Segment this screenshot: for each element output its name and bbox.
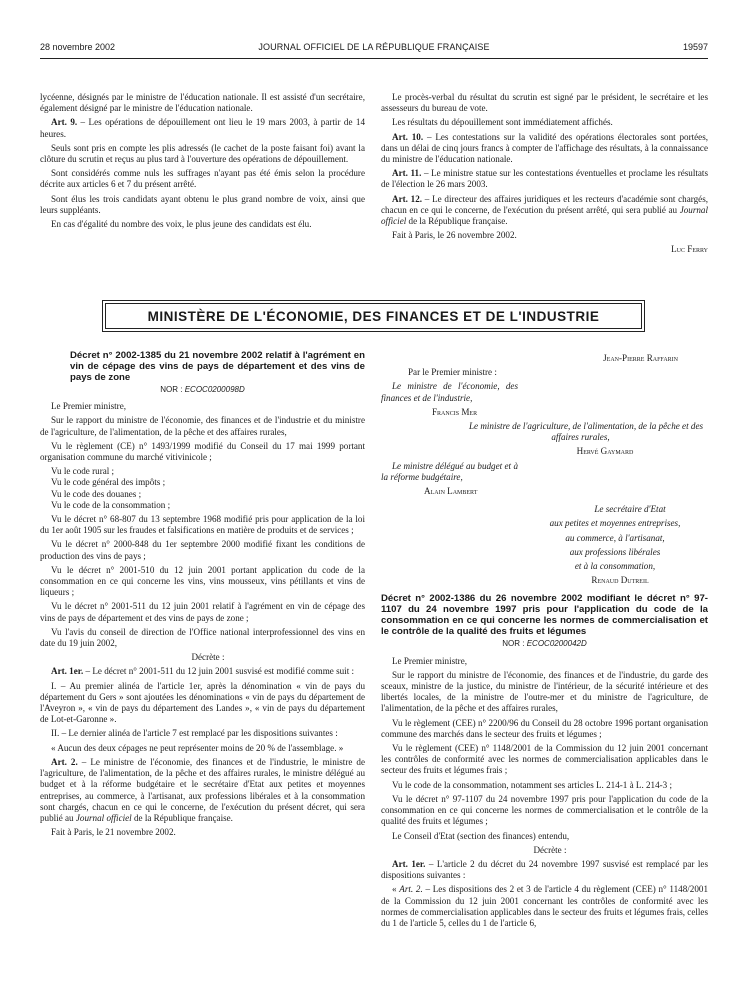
paragraph: I. – Au premier alinéa de l'article 1er, après la dénomination « vin de pays du département du Gers » sont ajoutées les dénominations « vin de pays du département de l'Aveyron », « vin de pays du département des Landes », « vin de pays du département de Lot-et-Garonne ».: [40, 680, 365, 725]
done-at: Fait à Paris, le 26 novembre 2002.: [392, 230, 517, 241]
article-label: Art. 12.: [392, 193, 423, 204]
paragraph: Sont élus les trois candidats ayant obtenu le plus grand nombre de voix, ainsi que leurs suppléants.: [40, 193, 365, 215]
article-text: – Le ministre statue sur les contestations éventuelles et proclame les résultats de l'élection le 26 mars 2003.: [381, 168, 709, 190]
paragraph: Vu le règlement (CEE) n° 2200/96 du Conseil du 28 octobre 1996 portant organisation commune des marchés dans le secteur des fruits et légumes ;: [381, 717, 708, 739]
decree-2-title: Décret n° 2002-1386 du 26 novembre 2002 modifiant le décret n° 97-1107 du 24 novembre 1997 pris pour l'application du code de la consommation en ce qui concerne les normes de commercialisation et le contrôle de la qualité des fruits et légumes: [381, 593, 708, 638]
page-number: 19597: [682, 42, 708, 52]
paragraph: Vu le code de la consommation ;: [51, 499, 171, 510]
paragraph: Vu le code général des impôts ;: [51, 477, 166, 488]
header-rule: [40, 58, 708, 59]
nor-code: ECOC0200098D: [184, 385, 245, 394]
decree-1-column: [40, 350, 365, 841]
signature: Luc Ferry: [671, 244, 708, 255]
nor-label: NOR :: [160, 385, 185, 394]
header-date: 28 novembre 2002: [40, 42, 116, 52]
paragraph: Vu le décret n° 2001-511 du 12 juin 2001 relatif à l'agrément en vin de cépage des vins de pays de département et des vins de pays de zone ;: [40, 601, 365, 623]
nor-code: ECOC0200042D: [526, 639, 587, 649]
article-text: – Les dispositions des 2 et 3 de l'article 4 du règlement (CEE) n° 1148/2001 de la Commission du 12 juin 2001 concernant les contrôles de conformité avec les normes de commercialisation applicables dans le secteur des fruits et légumes frais, celles du 1 de l'article 5, celles du 1 de l'article 6,: [381, 884, 709, 928]
quote-open: «: [392, 884, 400, 895]
journal-officiel-ref: Journal officiel: [75, 812, 132, 823]
page-header: [40, 40, 708, 54]
ministry-title: MINISTÈRE DE L'ÉCONOMIE, DES FINANCES ET DE L'INDUSTRIE: [147, 308, 600, 324]
article-9: [40, 117, 365, 139]
paragraph: Sur le rapport du ministre de l'économie, des finances et de l'industrie et du ministre de l'agriculture, de l'alimentation, de la pêche et des affaires rurales,: [40, 415, 365, 437]
signature-name: Francis Mer: [432, 406, 478, 417]
par-premier-ministre: Par le Premier ministre :: [408, 367, 497, 378]
article-label: Art. 1er.: [51, 666, 84, 677]
article-text: – Le décret n° 2001-511 du 12 juin 2001 susvisé est modifié comme suit :: [83, 666, 355, 677]
paragraph: « Aucun des deux cépages ne peut représenter moins de 20 % de l'assemblage. »: [51, 742, 344, 753]
signature-role: Le ministre délégué au budget et à la réforme budgétaire,: [381, 460, 518, 482]
quoted-article: [381, 884, 708, 929]
article-text: – Les opérations de dépouillement ont lieu le 19 mars 2003, à partir de 14 heures.: [40, 117, 365, 139]
paragraph: Vu le règlement (CE) n° 1493/1999 modifié du Conseil du 17 mai 1999 portant organisation commune du marché vitivinicole ;: [40, 440, 365, 463]
paragraph: II. – Le dernier alinéa de l'article 7 est remplacé par les dispositions suivantes :: [51, 728, 338, 739]
article-2: [40, 757, 365, 824]
article-text: – Le ministre de l'économie, des finances et de l'industrie, le ministre de l'agriculture, de l'alimentation, de la pêche et des affaires rurales, le ministre délégué au budget et à la réforme budgétaire et le secrétaire d'Etat aux petites et moyennes entreprises, au commerce, à l'artisanat, aux professions libérales et à la consommation sont chargés, chacun en ce qui le concerne, de l'exécution du présent décret, qui sera publié au: [40, 756, 365, 823]
signature-role: et à la consommation,: [574, 561, 656, 572]
paragraph: Vu le règlement (CEE) n° 1148/2001 de la Commission du 12 juin 2001 concernant les contrôles de conformité avec les normes de commercialisation applicables dans le secteur des fruits et légumes frais ;: [381, 743, 708, 776]
article-text: de la République française.: [131, 812, 233, 823]
signature-role: Le ministre de l'économie, des finances et de l'industrie,: [381, 381, 518, 403]
decree-2-nor: [381, 638, 708, 649]
article-1: [40, 666, 365, 677]
paragraph: Vu le décret n° 97-1107 du 24 novembre 1997 pris pour l'application du code de la consommation en ce qui concerne les normes de commercialisation et le contrôle de la qualité des fruits et légumes ;: [381, 793, 708, 827]
done-at: Fait à Paris, le 21 novembre 2002.: [51, 827, 176, 838]
signature-role: Le ministre de l'agriculture, de l'alimentation, de la pêche et des affaires rurales,: [468, 421, 704, 443]
paragraph: Le Premier ministre,: [392, 655, 468, 666]
decree-2-column: [381, 353, 708, 932]
article-label: Art. 11.: [392, 168, 422, 179]
signature-role: Le secrétaire d'Etat: [594, 504, 666, 515]
signature-name: Hervé Gaymard: [576, 446, 634, 457]
signature-role: au commerce, à l'artisanat,: [565, 532, 665, 543]
paragraph: Les résultats du dépouillement sont immédiatement affichés.: [392, 117, 613, 128]
article-text: de la République française.: [406, 216, 508, 227]
signature-role: aux petites et moyennes entreprises,: [549, 518, 681, 529]
article-label: Art. 10.: [392, 131, 424, 142]
paragraph: Vu le code de la consommation, notamment ses articles L. 214-1 à L. 214-3 ;: [392, 779, 673, 790]
top-left-column: [40, 92, 365, 233]
paragraph: Le procès-verbal du résultat du scrutin est signé par le président, le secrétaire et les assesseurs du bureau de vote.: [381, 92, 708, 114]
paragraph: Seuls sont pris en compte les plis adressés (le cachet de la poste faisant foi) avant la clôture du scrutin et reçus au plus tard à l'ouverture des opérations de dépouillement.: [40, 142, 365, 165]
paragraph: Sur le rapport du ministre de l'économie, des finances et de l'industrie, du garde des sceaux, ministre de la justice, du ministre de l'intérieur, de la sécurité intérieure et des libertés locales, de la ministre de l'outre-mer et du ministre de l'agriculture, de l'alimentation, de la pêche et des affaires rurales,: [381, 669, 708, 714]
paragraph: Vu le décret n° 2001-510 du 12 juin 2001 portant application du code de la consommation en ce qui concerne les vins, vins mousseux, vins pétillants et vins de liqueurs ;: [40, 564, 365, 598]
article-1: [381, 859, 708, 881]
journal-officiel-ref: Journal officiel: [381, 204, 708, 227]
ministry-title-box: [105, 303, 642, 329]
paragraph: lycéenne, désignés par le ministre de l'éducation nationale. Il est assisté d'un secrétaire, également désigné par le ministre de l'éducation nationale.: [40, 92, 365, 114]
article-12: [381, 194, 708, 228]
article-text: – Les contestations sur la validité des opérations électorales sont portées, dans un délai de cinq jours francs à compter de l'affichage des résultats, à la connaissance du ministre de l'éducation nationale.: [381, 131, 709, 165]
article-11: [381, 168, 708, 190]
article-text: – Le directeur des affaires juridiques et les recteurs d'académie sont chargés, chacun en ce qui le concerne, de l'exécution du présent arrêté, qui sera publié au: [381, 193, 709, 215]
decree-1-nor: [40, 384, 365, 395]
paragraph: Vu le décret n° 68-807 du 13 septembre 1968 modifié pris pour application de la loi du 1er août 1905 sur les fraudes et falsifications en matière de produits et de services ;: [40, 514, 365, 536]
article-label: Art. 1er.: [392, 858, 426, 869]
paragraph: Vu le code des douanes ;: [51, 488, 142, 499]
signature-name: Renaud Dutreil: [591, 575, 649, 586]
paragraph: Le Premier ministre,: [51, 401, 127, 412]
article-label: Art. 9.: [51, 117, 78, 128]
article-label: Art. 2.: [51, 756, 78, 767]
article-text: – L'article 2 du décret du 24 novembre 1997 susvisé est remplacé par les dispositions suivantes :: [381, 858, 708, 881]
top-right-column: [381, 92, 708, 259]
signature-pm: Jean-Pierre Raffarin: [603, 353, 678, 363]
paragraph: Sont considérés comme nuls les suffrages n'ayant pas été émis selon la procédure décrite aux articles 6 et 7 du présent arrêté.: [40, 168, 365, 190]
decrete-heading: Décrète :: [191, 652, 225, 663]
signature-role: aux professions libérales: [569, 546, 661, 557]
paragraph: Le Conseil d'Etat (section des finances) entendu,: [392, 830, 570, 841]
quoted-article-label: Art. 2.: [399, 884, 423, 895]
signature-name: Alain Lambert: [424, 486, 478, 497]
decree-1-title: Décret n° 2002-1385 du 21 novembre 2002 relatif à l'agrément en vin de cépage des vins de pays de département et des vins de pays de zone: [70, 350, 365, 383]
journal-title: JOURNAL OFFICIEL DE LA RÉPUBLIQUE FRANÇAISE: [258, 42, 490, 52]
paragraph: Vu le code rural ;: [51, 466, 115, 477]
paragraph: En cas d'égalité du nombre des voix, le plus jeune des candidats est élu.: [51, 219, 312, 230]
article-10: [381, 132, 708, 166]
decrete-heading: Décrète :: [533, 844, 567, 855]
paragraph: Vu l'avis du conseil de direction de l'Office national interprofessionnel des vins en date du 19 juin 2002,: [40, 626, 365, 649]
nor-label: NOR :: [502, 639, 527, 649]
paragraph: Vu le décret n° 2000-848 du 1er septembre 2000 modifié fixant les conditions de production des vins de pays ;: [40, 539, 365, 561]
